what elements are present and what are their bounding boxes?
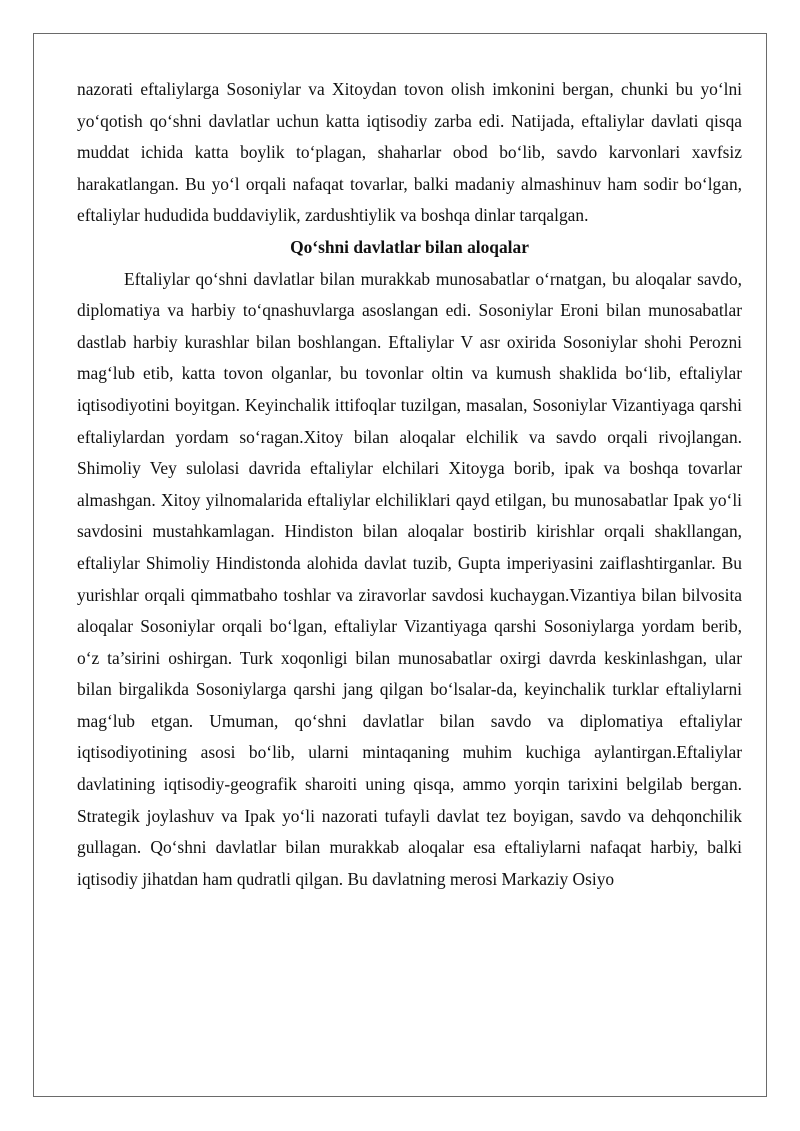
document-body bbox=[77, 74, 742, 895]
intro-paragraph: nazorati eftaliylarga Sosoniylar va Xitoydan tovon olish imkonini bergan, chunki bu yo‘lni yo‘qotish qo‘shni davlatlar uchun katta iqtisodiy zarba edi. Natijada, eftaliylar davlati qisqa muddat ichida katta boylik to‘plagan, shaharlar obod bo‘lib, savdo karvonlari xavfsiz harakatlangan. Bu yo‘l orqali nafaqat tovarlar, balki madaniy almashinuv ham sodir bo‘lgan, eftaliylar hududida buddaviylik, zardushtiylik va boshqa dinlar tarqalgan. bbox=[77, 79, 742, 226]
main-paragraph: Eftaliylar qo‘shni davlatlar bilan murakkab munosabatlar o‘rnatgan, bu aloqalar savdo, diplomatiya va harbiy to‘qnashuvlarga asoslangan edi. Sosoniylar Eroni bilan munosabatlar dastlab harbiy kurashlar bilan boshlangan. Eftaliylar V asr oxirida Sosoniylar shohi Perozni mag‘lub etib, katta tovon olganlar, bu tovonlar oltin va kumush shaklida bo‘lib, eftaliylar iqtisodiyotini boyitgan. Keyinchalik ittifoqlar tuzilgan, masalan, Sosoniylar Vizantiyaga qarshi eftaliylardan yordam so‘ragan.Xitoy bilan aloqalar elchilik va savdo orqali rivojlangan. Shimoliy Vey sulolasi davrida eftaliylar elchilari Xitoyga borib, ipak va boshqa tovarlar almashgan. Xitoy yilnomalarida eftaliylar elchiliklari qayd etilgan, bu munosabatlar Ipak yo‘li savdosini mustahkamlagan. Hindiston bilan aloqalar bostirib kirishlar orqali shakllangan, eftaliylar Shimoliy Hindistonda alohida davlat tuzib, Gupta imperiyasini zaiflashtirganlar. Bu yurishlar orqali qimmatbaho toshlar va ziravorlar savdosi kuchaygan.Vizantiya bilan bilvosita aloqalar Sosoniylar orqali bo‘lgan, eftaliylar Vizantiyaga qarshi Sosoniylarga yordam berib, o‘z ta’sirini oshirgan. Turk xoqonligi bilan munosabatlar oxirgi davrda keskinlashgan, ular bilan birgalikda Sosoniylarga qarshi jang qilgan bo‘lsalar-da, keyinchalik turklar eftaliylarni mag‘lub etgan. Umuman, qo‘shni davlatlar bilan savdo va diplomatiya eftaliylar iqtisodiyotining asosi bo‘lib, ularni mintaqaning muhim kuchiga aylantirgan.Eftaliylar davlatining iqtisodiy-geografik sharoiti uning qisqa, ammo yorqin tarixini belgilab bergan. Strategik joylashuv va Ipak yo‘li nazorati tufayli davlat tez boyigan, savdo va dehqonchilik gullagan. Qo‘shni davlatlar bilan murakkab aloqalar esa eftaliylarni nafaqat harbiy, balki iqtisodiy jihatdan ham qudratli qilgan. Bu davlatning merosi Markaziy Osiyo bbox=[77, 268, 742, 889]
section-heading: Qo‘shni davlatlar bilan aloqalar bbox=[290, 236, 529, 257]
